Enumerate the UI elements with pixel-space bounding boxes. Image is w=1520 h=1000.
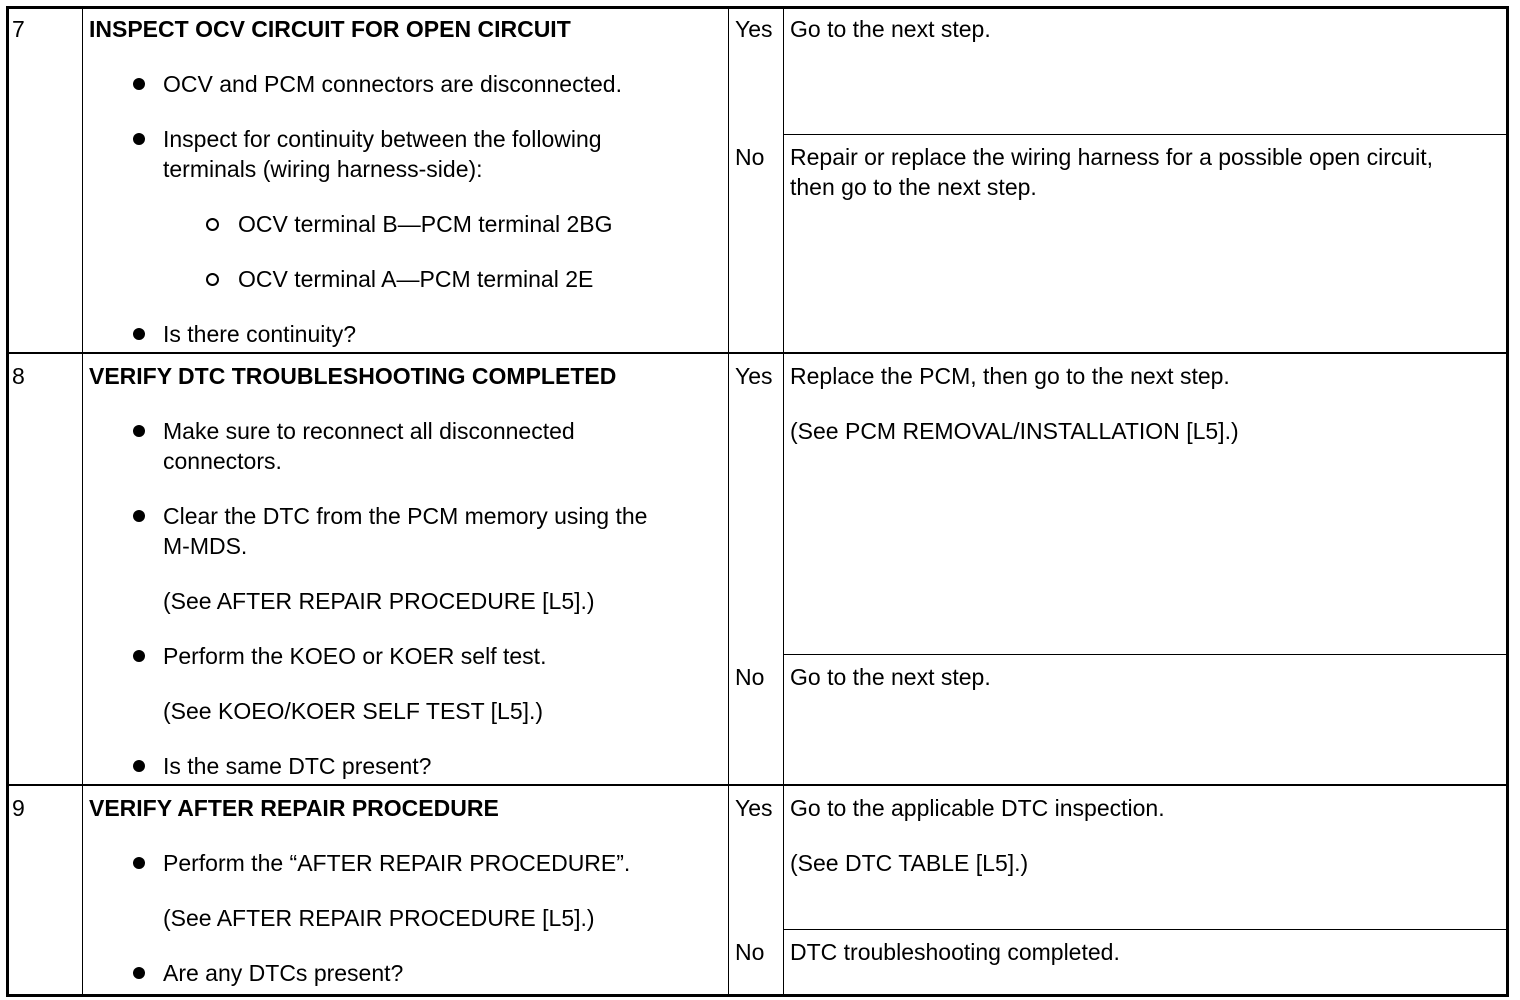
step-number: 8	[12, 363, 25, 389]
no-label: No	[735, 144, 765, 170]
reference-link[interactable]: (See DTC TABLE [L5].)	[790, 850, 1029, 876]
bullet-icon	[133, 328, 145, 340]
bullet-icon	[133, 133, 145, 145]
reference-link[interactable]: (See AFTER REPAIR PROCEDURE [L5].)	[163, 905, 595, 931]
step-number: 9	[12, 795, 25, 821]
yes-label: Yes	[735, 795, 773, 821]
step-instruction-continued: M-MDS.	[163, 533, 248, 559]
step-instruction: Perform the “AFTER REPAIR PROCEDURE”.	[163, 850, 631, 876]
column-divider-step	[82, 8, 83, 994]
yes-no-divider-9	[783, 929, 1507, 930]
row-divider-8-9	[8, 784, 1507, 786]
reference-link[interactable]: (See KOEO/KOER SELF TEST [L5].)	[163, 698, 544, 724]
step-title: VERIFY AFTER REPAIR PROCEDURE	[89, 795, 499, 821]
yes-no-divider-8	[783, 654, 1507, 655]
terminal-pair: OCV terminal B—PCM terminal 2BG	[238, 211, 613, 237]
no-label: No	[735, 939, 765, 965]
no-label: No	[735, 664, 765, 690]
row-divider-7-8	[8, 352, 1507, 354]
no-action-continued: then go to the next step.	[790, 174, 1037, 200]
yes-label: Yes	[735, 363, 773, 389]
step-instruction: Clear the DTC from the PCM memory using the	[163, 503, 648, 529]
column-divider-result	[783, 8, 784, 994]
yes-action: Replace the PCM, then go to the next step.	[790, 363, 1230, 389]
no-action: DTC troubleshooting completed.	[790, 939, 1120, 965]
bullet-icon	[133, 967, 145, 979]
step-instruction: OCV and PCM connectors are disconnected.	[163, 71, 622, 97]
step-number: 7	[12, 16, 25, 42]
step-instruction: Make sure to reconnect all disconnected	[163, 418, 575, 444]
step-title: VERIFY DTC TROUBLESHOOTING COMPLETED	[89, 363, 617, 389]
step-instruction: Inspect for continuity between the following	[163, 126, 602, 152]
no-action: Go to the next step.	[790, 664, 991, 690]
bullet-icon	[133, 78, 145, 90]
step-title: INSPECT OCV CIRCUIT FOR OPEN CIRCUIT	[89, 16, 571, 42]
sub-bullet-icon	[206, 218, 219, 231]
yes-action: Go to the next step.	[790, 16, 991, 42]
column-divider-action	[728, 8, 729, 994]
bullet-icon	[133, 510, 145, 522]
reference-link[interactable]: (See PCM REMOVAL/INSTALLATION [L5].)	[790, 418, 1239, 444]
step-question: Are any DTCs present?	[163, 960, 404, 986]
bullet-icon	[133, 650, 145, 662]
bullet-icon	[133, 760, 145, 772]
step-instruction-continued: terminals (wiring harness-side):	[163, 156, 483, 182]
yes-no-divider-7	[783, 134, 1507, 135]
step-instruction-continued: connectors.	[163, 448, 282, 474]
step-instruction: Perform the KOEO or KOER self test.	[163, 643, 547, 669]
reference-link[interactable]: (See AFTER REPAIR PROCEDURE [L5].)	[163, 588, 595, 614]
bullet-icon	[133, 425, 145, 437]
bullet-icon	[133, 857, 145, 869]
terminal-pair: OCV terminal A—PCM terminal 2E	[238, 266, 594, 292]
yes-action: Go to the applicable DTC inspection.	[790, 795, 1165, 821]
step-question: Is there continuity?	[163, 321, 357, 347]
yes-label: Yes	[735, 16, 773, 42]
step-question: Is the same DTC present?	[163, 753, 432, 779]
no-action: Repair or replace the wiring harness for a possible open circuit,	[790, 144, 1434, 170]
sub-bullet-icon	[206, 273, 219, 286]
